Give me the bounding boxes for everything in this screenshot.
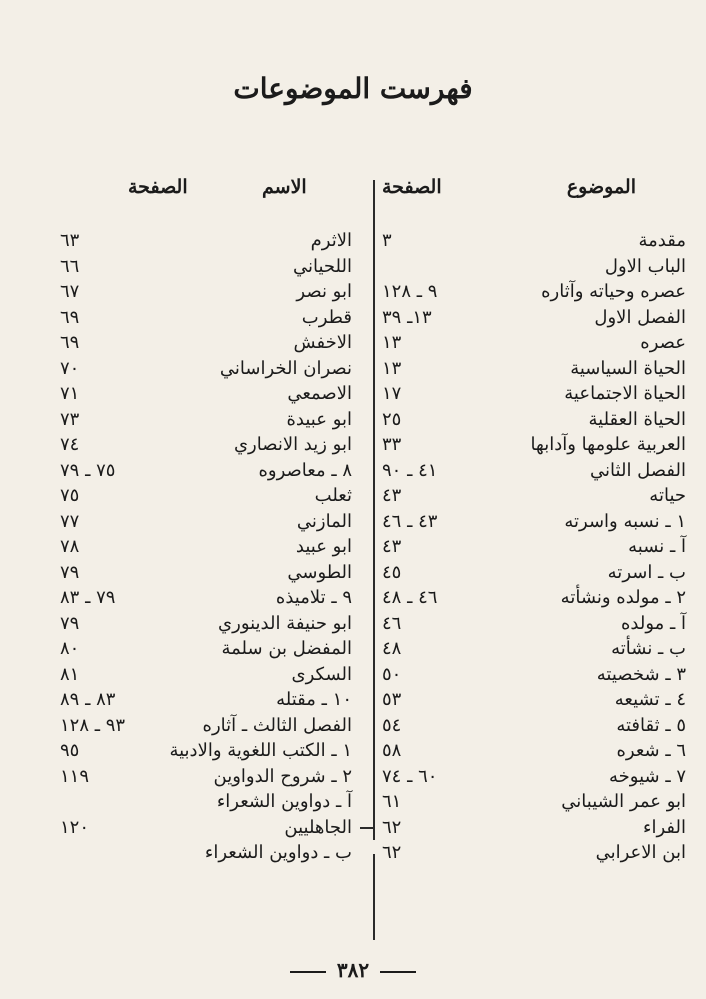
- name-entry-page: ١١٩: [60, 765, 90, 787]
- topic-entry-page: ٤٣ ـ ٤٦: [382, 510, 438, 532]
- topic-entry-page: ٥٠: [382, 663, 402, 685]
- topic-row: [380, 381, 686, 407]
- topic-entry-title: ١ ـ نسبه واسرته: [564, 510, 686, 532]
- topic-row: [380, 662, 686, 688]
- name-row: [60, 483, 352, 509]
- column-divider-tick: [360, 827, 374, 829]
- name-entry-page: ٧٩: [60, 561, 80, 583]
- name-entry-title: الطوسي: [287, 561, 352, 583]
- column-divider: [373, 180, 375, 840]
- topic-entry-title: الحياة السياسية: [570, 357, 686, 379]
- name-row: [60, 764, 352, 790]
- footer-dash-right: [290, 971, 326, 973]
- topic-row: [380, 279, 686, 305]
- name-entry-page: ٦٣: [60, 230, 80, 251]
- topic-entry-page: ٤٦ ـ ٤٨: [382, 587, 438, 608]
- topic-row: [380, 483, 686, 509]
- topic-row: [380, 560, 686, 586]
- name-entry-title: ثعلب: [314, 485, 352, 506]
- name-row: [60, 254, 352, 280]
- name-row: [60, 381, 352, 407]
- name-row: [60, 279, 352, 305]
- name-entry-page: ١٢٠: [60, 816, 90, 838]
- name-entry-page: ٧٥ ـ ٧٩: [60, 459, 116, 481]
- topic-entry-page: ٦١: [382, 791, 402, 812]
- header-page-left: الصفحة: [128, 176, 188, 198]
- name-entry-page: ٦٩: [60, 306, 80, 328]
- name-row: [60, 585, 352, 611]
- header-topic: الموضوع: [566, 176, 636, 198]
- page-title: فهرست الموضوعات: [233, 72, 473, 105]
- topic-entry-page: ٣٣: [382, 434, 402, 455]
- topic-entry-title: الباب الاول: [604, 255, 686, 277]
- topic-entry-page: ٣: [382, 230, 392, 251]
- name-row: [60, 636, 352, 662]
- topic-entry-title: ٥ ـ ثقافته: [616, 714, 686, 736]
- name-entry-title: اللحياني: [293, 255, 352, 277]
- name-entry-title: المازني: [296, 510, 352, 532]
- topic-entry-page: ٥٣: [382, 689, 402, 710]
- topic-entry-page: ٤٥: [382, 561, 402, 583]
- topic-row: [380, 407, 686, 433]
- topic-entry-page: ٤٦: [382, 612, 402, 634]
- topic-row: [380, 585, 686, 611]
- name-entry-title: ابو عبيد: [295, 536, 352, 557]
- topic-row: [380, 534, 686, 560]
- name-entry-title: ٢ ـ شروح الدواوين: [213, 765, 352, 787]
- name-entry-title: نصران الخراساني: [219, 357, 352, 379]
- topic-entry-title: ابن الاعرابي: [595, 842, 686, 863]
- topic-entry-title: حياته: [649, 485, 686, 506]
- topic-entry-page: ٥٤: [382, 714, 402, 736]
- name-entry-title: ١ ـ الكتب اللغوية والادبية: [169, 740, 352, 761]
- topic-row: [380, 305, 686, 331]
- name-entry-title: ب ـ دواوين الشعراء: [204, 842, 352, 863]
- name-entry-page: ٨٠: [60, 638, 80, 659]
- name-row: [60, 560, 352, 586]
- topic-entry-title: الفراء: [643, 816, 686, 838]
- topic-entry-page: ٤٨: [382, 638, 402, 659]
- topic-entry-page: ٦٢: [382, 816, 402, 838]
- name-row: [60, 789, 352, 815]
- name-entry-title: ابو عبيدة: [286, 408, 352, 430]
- name-row: [60, 228, 352, 254]
- topic-entry-page: ٢٥: [382, 408, 402, 430]
- topic-row: [380, 815, 686, 841]
- topic-entry-title: آ ـ نسبه: [628, 536, 686, 557]
- topic-entry-title: ابو عمر الشيباني: [561, 791, 686, 812]
- name-entry-page: ٩٥: [60, 740, 80, 761]
- column-divider-lower: [373, 854, 375, 940]
- topic-entry-title: ب ـ نشأته: [611, 638, 686, 659]
- topic-entry-title: العربية علومها وآدابها: [530, 434, 686, 455]
- topic-entry-page: ٤٣: [382, 485, 402, 506]
- topic-entry-page: ٤٣: [382, 536, 402, 557]
- topic-row: [380, 228, 686, 254]
- name-row: [60, 713, 352, 739]
- name-entry-title: الاصمعي: [287, 383, 352, 404]
- topic-row: [380, 789, 686, 815]
- name-row: [60, 534, 352, 560]
- name-row: [60, 840, 352, 866]
- name-entry-page: ٦٩: [60, 332, 80, 353]
- topic-entry-page: ٥٨: [382, 740, 402, 761]
- topic-entry-title: ب ـ اسرته: [607, 561, 686, 583]
- topic-row: [380, 764, 686, 790]
- name-entry-title: المفضل بن سلمة: [221, 638, 352, 659]
- topic-entry-title: ٦ ـ شعره: [616, 740, 686, 761]
- left-column: [60, 228, 352, 866]
- name-entry-page: ٦٦: [60, 255, 80, 277]
- topic-entry-title: الحياة العقلية: [588, 408, 686, 430]
- topic-entry-page: ١٣: [382, 357, 402, 379]
- topic-row: [380, 840, 686, 866]
- name-entry-page: ٧٠: [60, 357, 80, 379]
- name-row: [60, 687, 352, 713]
- topic-row: [380, 330, 686, 356]
- topic-row: [380, 432, 686, 458]
- topic-entry-page: ٦٢: [382, 842, 402, 863]
- header-page-right: الصفحة: [382, 176, 442, 198]
- name-row: [60, 458, 352, 484]
- name-entry-title: ابو نصر: [296, 281, 352, 302]
- name-row: [60, 815, 352, 841]
- name-entry-title: قطرب: [301, 306, 352, 328]
- name-entry-page: ٦٧: [60, 281, 80, 302]
- topic-entry-title: ٢ ـ مولده ونشأته: [560, 587, 686, 608]
- topic-row: [380, 611, 686, 637]
- name-entry-title: آ ـ دواوين الشعراء: [216, 791, 352, 812]
- name-entry-title: الاثرم: [310, 230, 352, 251]
- topic-row: [380, 738, 686, 764]
- name-row: [60, 738, 352, 764]
- name-row: [60, 611, 352, 637]
- topic-entry-title: الفصل الثاني: [590, 459, 686, 481]
- name-entry-page: ٧١: [60, 383, 80, 404]
- name-row: [60, 330, 352, 356]
- name-entry-page: ٧٣: [60, 408, 80, 430]
- topic-entry-title: آ ـ مولده: [620, 612, 686, 634]
- name-entry-title: ٩ ـ تلاميذه: [275, 587, 352, 608]
- name-entry-title: السكرى: [291, 663, 352, 685]
- footer-dash-left: [380, 971, 416, 973]
- topic-entry-title: ٤ ـ تشيعه: [614, 689, 686, 710]
- name-entry-page: ٨٣ ـ ٨٩: [60, 689, 116, 710]
- topic-entry-title: ٧ ـ شيوخه: [609, 765, 686, 787]
- name-row: [60, 356, 352, 382]
- topic-entry-title: عصره: [640, 332, 686, 353]
- topic-row: [380, 458, 686, 484]
- name-entry-page: ٧٩ ـ ٨٣: [60, 587, 116, 608]
- name-entry-title: الجاهليين: [284, 816, 352, 838]
- topic-entry-title: الفصل الاول: [594, 306, 686, 328]
- name-entry-title: ابو زيد الانصاري: [233, 434, 352, 455]
- topic-entry-title: الحياة الاجتماعية: [564, 383, 686, 404]
- topic-entry-title: مقدمة: [638, 230, 686, 251]
- name-entry-page: ٨١: [60, 663, 80, 685]
- topic-row: [380, 636, 686, 662]
- name-entry-page: ٧٥: [60, 485, 80, 506]
- topic-entry-page: ١٣ـ ٣٩: [382, 306, 432, 328]
- name-entry-page: ٧٧: [60, 510, 80, 532]
- name-row: [60, 305, 352, 331]
- name-entry-title: الفصل الثالث ـ آثاره: [202, 714, 352, 736]
- name-row: [60, 432, 352, 458]
- name-entry-title: ابو حنيفة الدينوري: [218, 612, 352, 634]
- name-entry-page: ٧٤: [60, 434, 80, 455]
- topic-entry-page: ١٣: [382, 332, 402, 353]
- name-row: [60, 662, 352, 688]
- topic-entry-title: عصره وحياته وآثاره: [541, 281, 686, 302]
- topic-entry-title: ٣ ـ شخصيته: [596, 663, 686, 685]
- topic-row: [380, 254, 686, 280]
- name-entry-page: ٧٨: [60, 536, 80, 557]
- name-entry-title: الاخفش: [293, 332, 352, 353]
- topic-entry-page: ٦٠ ـ ٧٤: [382, 765, 438, 787]
- name-entry-page: ٩٣ ـ ١٢٨: [60, 714, 126, 736]
- page-number: ٣٨٢: [336, 958, 370, 982]
- topic-entry-page: ١٧: [382, 383, 402, 404]
- name-entry-title: ٨ ـ معاصروه: [258, 459, 352, 481]
- topic-entry-page: ٩ ـ ١٢٨: [382, 281, 438, 302]
- name-entry-title: ١٠ ـ مقتله: [276, 689, 352, 710]
- right-column: [380, 228, 686, 866]
- topic-entry-page: ٤١ ـ ٩٠: [382, 459, 438, 481]
- header-name: الاسم: [262, 176, 307, 198]
- page-footer: [0, 958, 706, 982]
- topic-row: [380, 713, 686, 739]
- topic-row: [380, 687, 686, 713]
- topic-row: [380, 509, 686, 535]
- topic-row: [380, 356, 686, 382]
- name-row: [60, 509, 352, 535]
- name-entry-page: ٧٩: [60, 612, 80, 634]
- name-row: [60, 407, 352, 433]
